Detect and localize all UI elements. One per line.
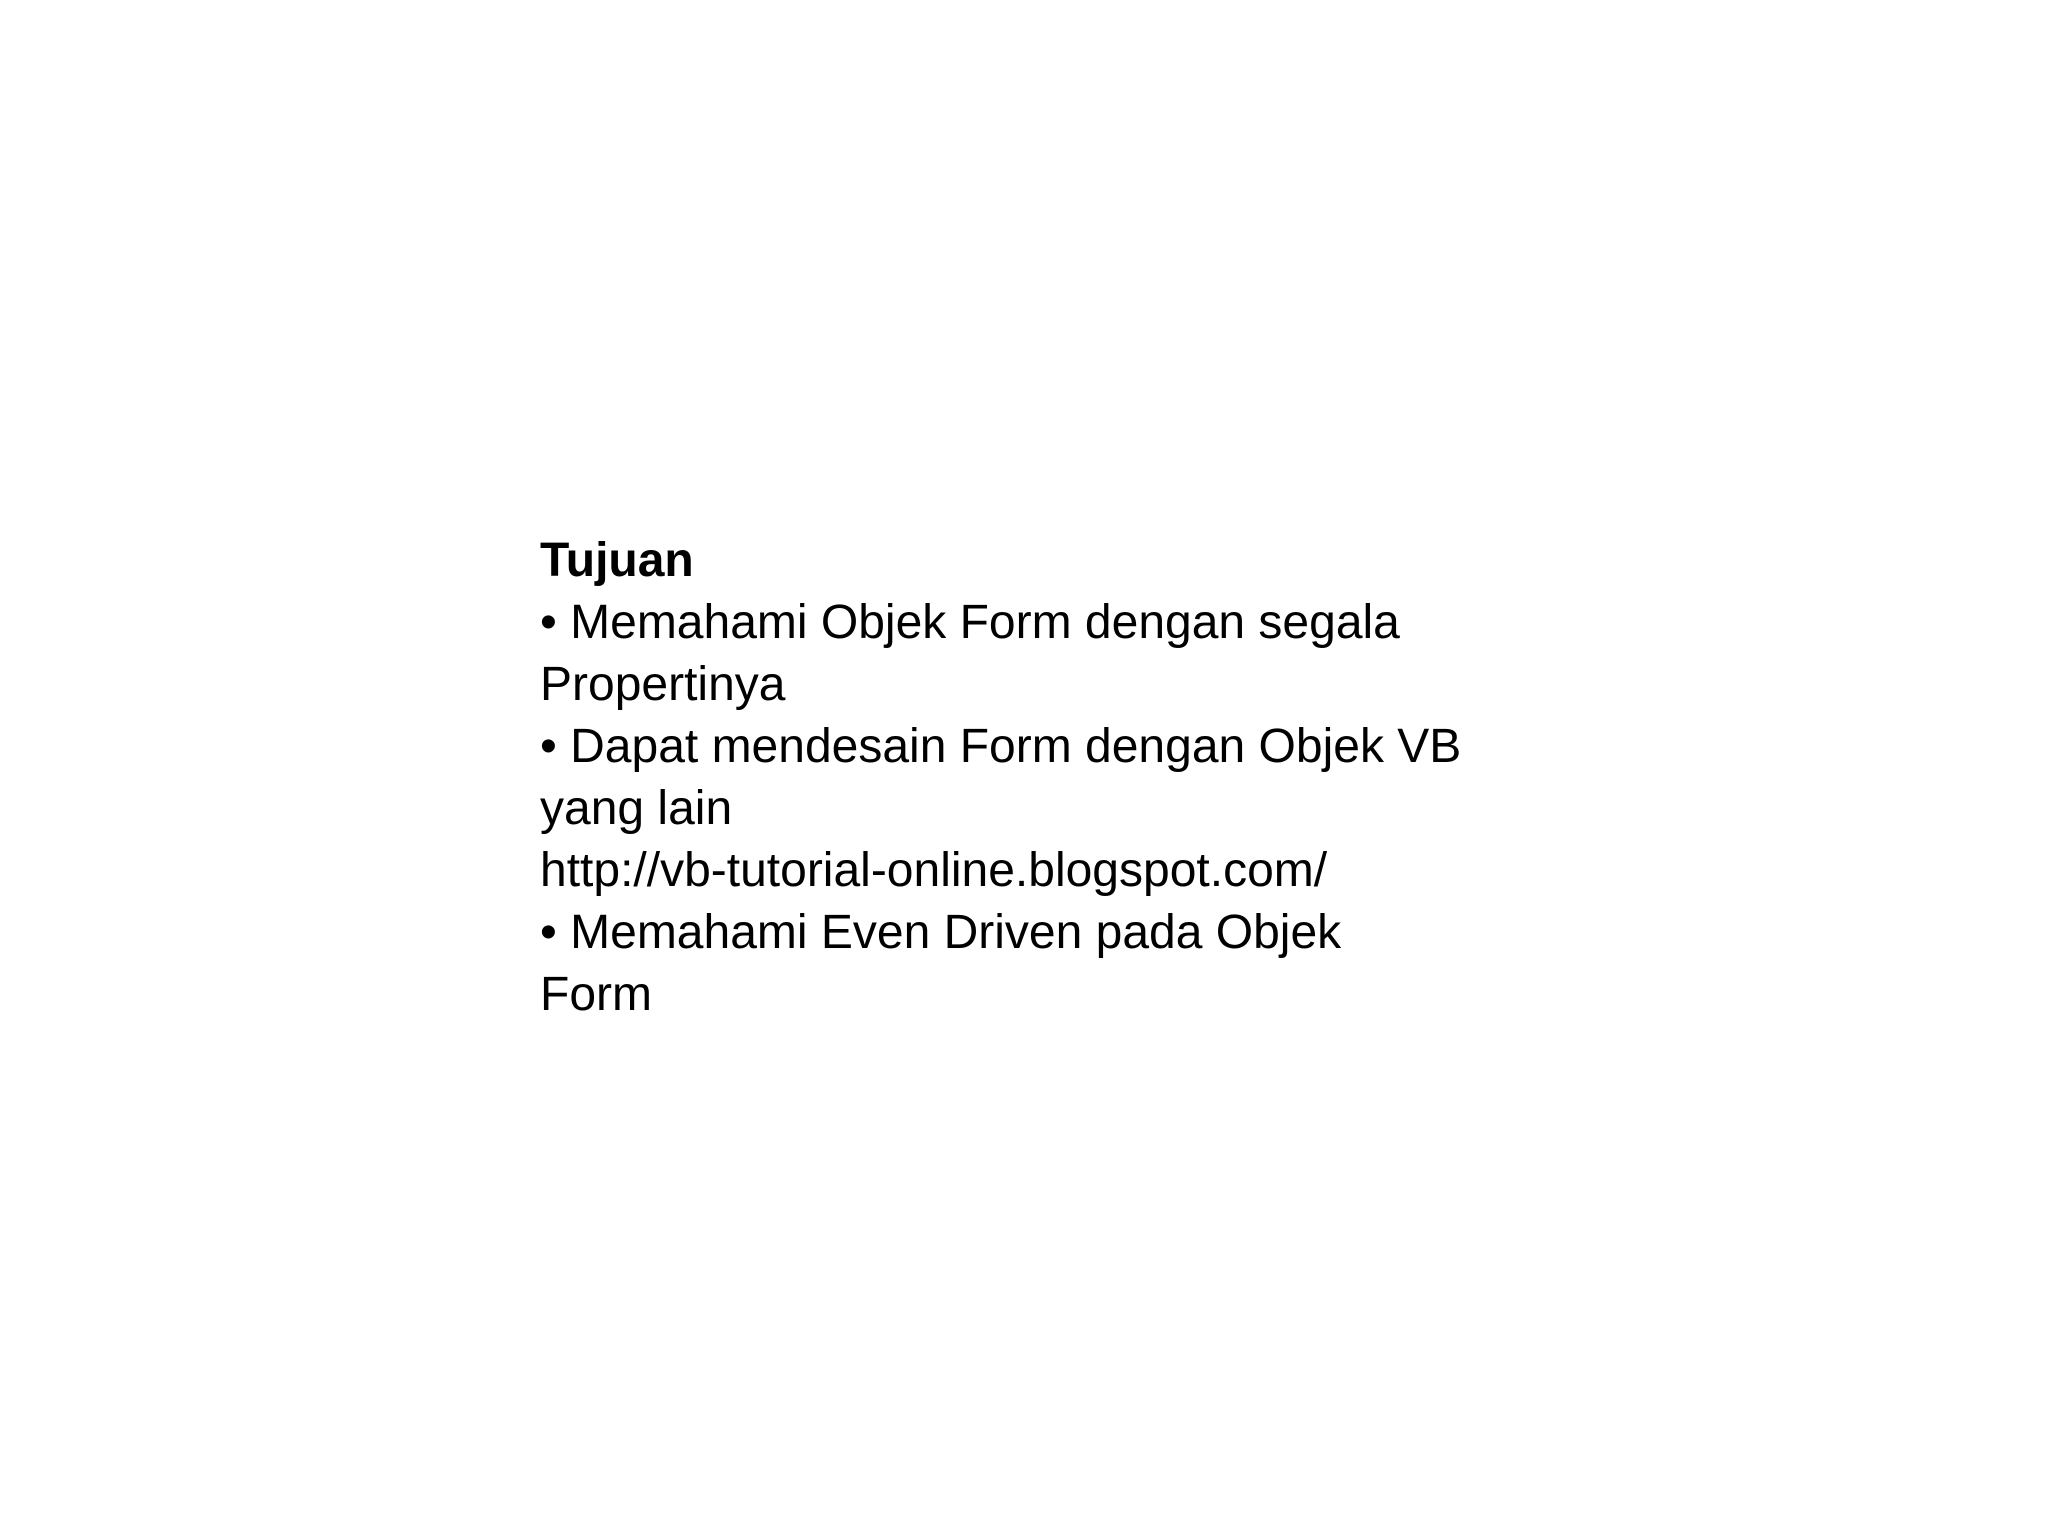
text-line: Propertinya (540, 658, 786, 711)
slide-heading: Tujuan (540, 534, 694, 587)
text-line: Form (540, 968, 652, 1021)
text-line: • Dapat mendesain Form dengan Objek VB (540, 720, 1462, 773)
url-text: http://vb-tutorial-online.blogspot.com/ (540, 844, 1328, 897)
slide-text-block (540, 530, 1600, 1026)
text-line: • Memahami Objek Form dengan segala (540, 596, 1400, 649)
text-line: yang lain (540, 782, 733, 835)
text-line: • Memahami Even Driven pada Objek (540, 906, 1342, 959)
